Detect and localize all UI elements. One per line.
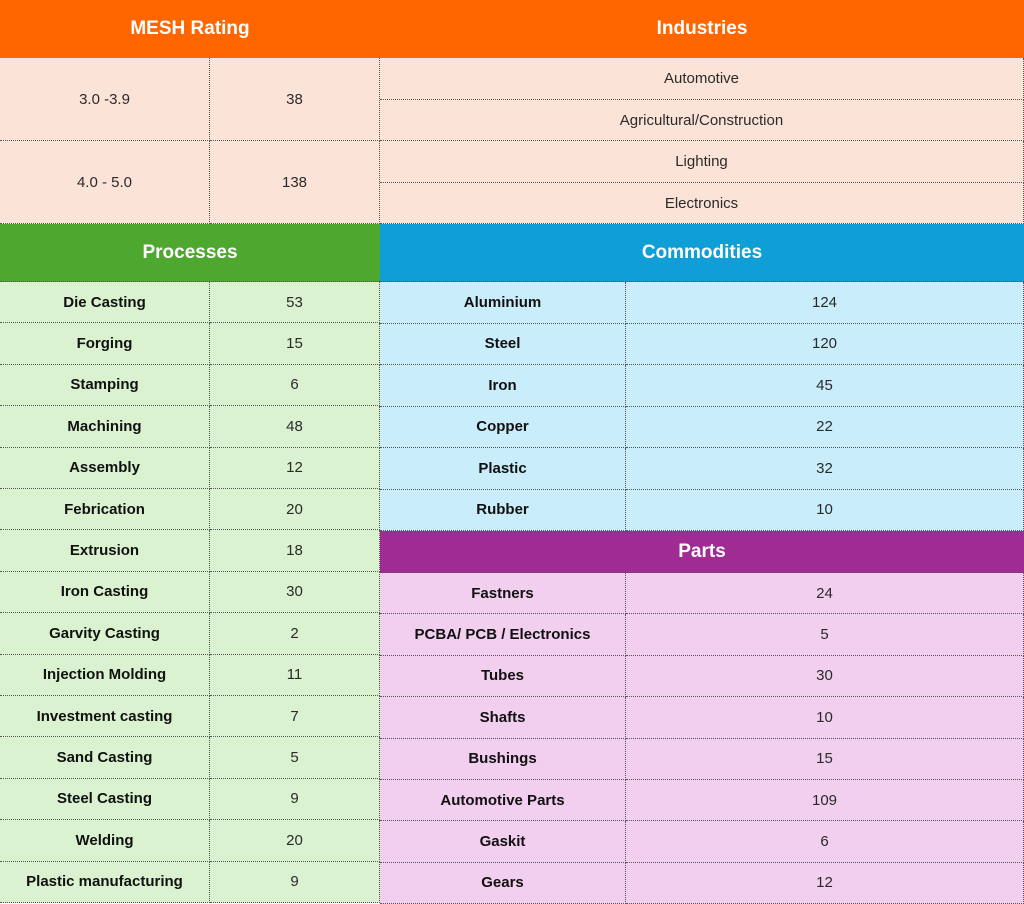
processes-count-cell: 48 — [210, 406, 380, 447]
commodities-name-cell: Rubber — [380, 490, 626, 532]
parts-count-cell: 109 — [626, 780, 1024, 821]
processes-name-cell: Die Casting — [0, 282, 210, 323]
industry-item: Automotive — [380, 58, 1024, 100]
processes-count-cell: 7 — [210, 696, 380, 737]
processes-count-cell: 18 — [210, 530, 380, 571]
industries-header: Industries — [380, 0, 1024, 58]
processes-name-cell: Sand Casting — [0, 737, 210, 778]
commodities-count-cell: 120 — [626, 324, 1024, 366]
parts-count-cell: 15 — [626, 739, 1024, 780]
processes-count-cell: 5 — [210, 737, 380, 778]
parts-count-cell: 12 — [626, 863, 1024, 904]
parts-count-cell: 30 — [626, 656, 1024, 697]
commodities-count-cell: 124 — [626, 282, 1024, 324]
commodities-count-cell: 45 — [626, 365, 1024, 407]
processes-name-cell: Steel Casting — [0, 779, 210, 820]
commodities-count-cell: 22 — [626, 407, 1024, 449]
processes-count-cell: 30 — [210, 572, 380, 613]
processes-count-cell: 9 — [210, 779, 380, 820]
mesh-count-cell: 38 — [210, 58, 380, 141]
parts-name-cell: Gears — [380, 863, 626, 904]
processes-name-cell: Investment casting — [0, 696, 210, 737]
processes-name-cell: Febrication — [0, 489, 210, 530]
commodities-name-cell: Steel — [380, 324, 626, 366]
parts-name-cell: Tubes — [380, 656, 626, 697]
commodities-count-cell: 32 — [626, 448, 1024, 490]
processes-name-cell: Machining — [0, 406, 210, 447]
mesh-range-cell: 3.0 -3.9 — [0, 58, 210, 141]
processes-count-cell: 53 — [210, 282, 380, 323]
mesh-count-cell: 138 — [210, 141, 380, 224]
parts-name-cell: PCBA/ PCB / Electronics — [380, 614, 626, 655]
processes-name-cell: Injection Molding — [0, 655, 210, 696]
parts-header: Parts — [380, 531, 1024, 573]
mesh-rating-header: MESH Rating — [0, 0, 380, 58]
processes-name-cell: Stamping — [0, 365, 210, 406]
parts-name-cell: Automotive Parts — [380, 780, 626, 821]
processes-count-cell: 2 — [210, 613, 380, 654]
processes-name-cell: Extrusion — [0, 530, 210, 571]
parts-count-cell: 5 — [626, 614, 1024, 655]
industry-item: Lighting — [380, 141, 1024, 183]
processes-count-cell: 15 — [210, 323, 380, 364]
commodities-count-cell: 10 — [626, 490, 1024, 532]
processes-name-cell: Plastic manufacturing — [0, 862, 210, 903]
commodities-name-cell: Copper — [380, 407, 626, 449]
parts-count-cell: 24 — [626, 573, 1024, 614]
commodities-name-cell: Iron — [380, 365, 626, 407]
parts-name-cell: Bushings — [380, 739, 626, 780]
commodities-header: Commodities — [380, 224, 1024, 282]
parts-count-cell: 6 — [626, 821, 1024, 862]
parts-name-cell: Gaskit — [380, 821, 626, 862]
processes-count-cell: 6 — [210, 365, 380, 406]
processes-count-cell: 12 — [210, 448, 380, 489]
industry-item: Electronics — [380, 183, 1024, 224]
parts-count-cell: 10 — [626, 697, 1024, 738]
parts-name-cell: Shafts — [380, 697, 626, 738]
parts-name-cell: Fastners — [380, 573, 626, 614]
processes-name-cell: Forging — [0, 323, 210, 364]
commodities-name-cell: Plastic — [380, 448, 626, 490]
industry-item: Agricultural/Construction — [380, 100, 1024, 141]
processes-name-cell: Welding — [0, 820, 210, 861]
processes-count-cell: 9 — [210, 862, 380, 903]
processes-header: Processes — [0, 224, 380, 282]
processes-name-cell: Assembly — [0, 448, 210, 489]
processes-count-cell: 20 — [210, 489, 380, 530]
processes-name-cell: Iron Casting — [0, 572, 210, 613]
processes-count-cell: 11 — [210, 655, 380, 696]
mesh-range-cell: 4.0 - 5.0 — [0, 141, 210, 224]
commodities-name-cell: Aluminium — [380, 282, 626, 324]
processes-name-cell: Garvity Casting — [0, 613, 210, 654]
processes-count-cell: 20 — [210, 820, 380, 861]
